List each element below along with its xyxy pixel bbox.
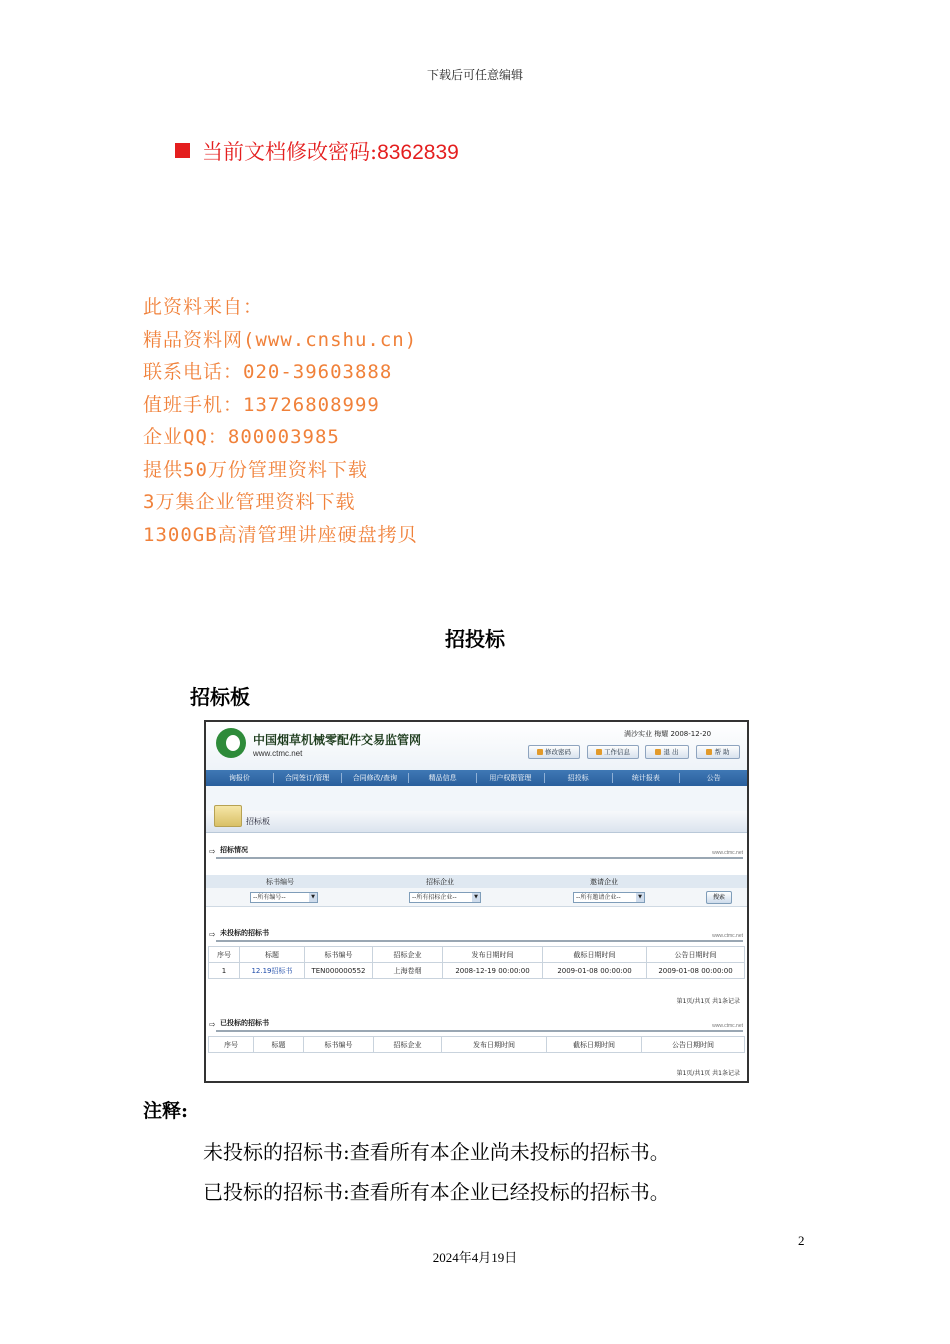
source-line-4: 值班手机：13726808999	[143, 394, 380, 416]
change-password-button[interactable]: 修改密码	[528, 745, 580, 759]
pager-bid: 第1页/共1页 共1条记录	[676, 1070, 740, 1077]
chevron-down-icon: ▼	[309, 893, 317, 902]
arrow-icon: ⇨	[209, 1020, 216, 1029]
section-bid: ⇨ 已投标的招标书 www.ctmc.net	[206, 1018, 747, 1030]
embedded-screenshot	[204, 720, 749, 1083]
arrow-icon: ⇨	[209, 847, 216, 856]
nav-item-reports[interactable]: 统计报表	[613, 773, 681, 783]
unbid-table	[208, 946, 745, 979]
work-info-button[interactable]: 工作信息	[587, 745, 639, 759]
key-icon	[537, 749, 543, 755]
source-line-7: 3万集企业管理资料下载	[143, 491, 356, 513]
help-button[interactable]: 帮 助	[696, 745, 740, 759]
user-info: 满沙实业 梅耀 2008-12-20	[624, 730, 712, 738]
tender-no-select[interactable]: --所有编号-- ▼	[250, 892, 318, 903]
password-label: 当前文档修改密码:	[202, 140, 378, 164]
filter-header-tender-no: 标书编号	[266, 878, 294, 886]
site-title: 中国烟草机械零配件交易监管网	[253, 733, 422, 747]
filter-header-tender-company: 招标企业	[426, 878, 454, 886]
nav-item-quote[interactable]: 询报价	[206, 773, 274, 783]
filter-row	[206, 888, 747, 907]
table-row: 1 12.19招标书 TEN000000552 上海卷烟 2008-12-19 00:00:00 2009-01-08 00:00:00 2009-01-08 00:00:00	[209, 963, 745, 979]
filter-header-row	[206, 875, 747, 888]
source-line-1: 此资料来自：	[143, 296, 264, 318]
site-logo-icon	[216, 728, 246, 758]
page-header: 下载后可任意编辑	[426, 68, 523, 82]
page-number: 2	[798, 1233, 805, 1248]
footer-date: 2024年4月19日	[432, 1250, 518, 1265]
search-button[interactable]: 搜索	[706, 891, 732, 904]
nav-item-bidding[interactable]: 招投标	[545, 773, 613, 783]
tab-bidding-board[interactable]: 招标板	[246, 817, 270, 826]
info-icon	[596, 749, 602, 755]
bid-table	[208, 1036, 745, 1053]
pager-unbid: 第1页/共1页 共1条记录	[676, 998, 740, 1005]
nav-item-contract-sign[interactable]: 合同签订/管理	[274, 773, 342, 783]
red-square-icon	[175, 143, 190, 158]
password-line	[175, 136, 459, 166]
watermark: www.ctmc.net	[712, 850, 743, 856]
source-line-3: 联系电话：020-39603888	[143, 361, 393, 383]
chevron-down-icon: ▼	[636, 893, 644, 902]
power-icon	[655, 749, 661, 755]
tender-title-link[interactable]: 12.19招标书	[240, 963, 305, 979]
source-line-6: 提供50万份管理资料下载	[143, 459, 368, 481]
table-header-row: 序号 标题 标书编号 招标企业 发布日期时间 截标日期时间 公告日期时间	[209, 947, 745, 963]
table-header-row: 序号 标题 标书编号 招标企业 发布日期时间 截标日期时间 公告日期时间	[209, 1037, 745, 1053]
content-band	[206, 786, 747, 812]
note-line-1: 未投标的招标书:查看所有本企业尚未投标的招标书。	[203, 1140, 670, 1164]
main-nav	[206, 770, 747, 786]
nav-item-user-permissions[interactable]: 用户权限管理	[477, 773, 545, 783]
help-icon	[706, 749, 712, 755]
section-unbid: ⇨ 未投标的招标书 www.ctmc.net	[206, 928, 747, 940]
section-bid-status: ⇨ 招标情况 www.ctmc.net	[206, 845, 747, 857]
nav-item-notices[interactable]: 公告	[706, 774, 721, 782]
site-url: www.ctmc.net	[253, 749, 303, 758]
site-header	[206, 722, 747, 770]
note-line-2: 已投标的招标书:查看所有本企业已经投标的招标书。	[203, 1180, 670, 1204]
chevron-down-icon: ▼	[472, 893, 480, 902]
section-heading: 招投标	[445, 627, 505, 651]
source-line-8: 1300GB高清管理讲座硬盘拷贝	[143, 524, 418, 546]
tender-company-select[interactable]: --所有招标企业-- ▼	[409, 892, 481, 903]
source-line-5: 企业QQ：800003985	[143, 426, 340, 448]
logout-button[interactable]: 退 出	[645, 745, 689, 759]
folder-icon	[214, 805, 242, 827]
nav-item-contract-edit[interactable]: 合同修改/查询	[342, 773, 410, 783]
invited-company-select[interactable]: --所有邀请企业-- ▼	[573, 892, 645, 903]
nav-item-products[interactable]: 精品信息	[409, 773, 477, 783]
source-line-2: 精品资料网(www.cnshu.cn)	[143, 329, 418, 351]
notes-title: 注释:	[143, 1100, 189, 1122]
tab-bar	[206, 811, 747, 833]
filter-header-invited-company: 邀请企业	[590, 878, 618, 886]
subsection-heading: 招标板	[190, 685, 250, 709]
arrow-icon: ⇨	[209, 930, 216, 939]
password-value: 8362839	[377, 141, 459, 164]
